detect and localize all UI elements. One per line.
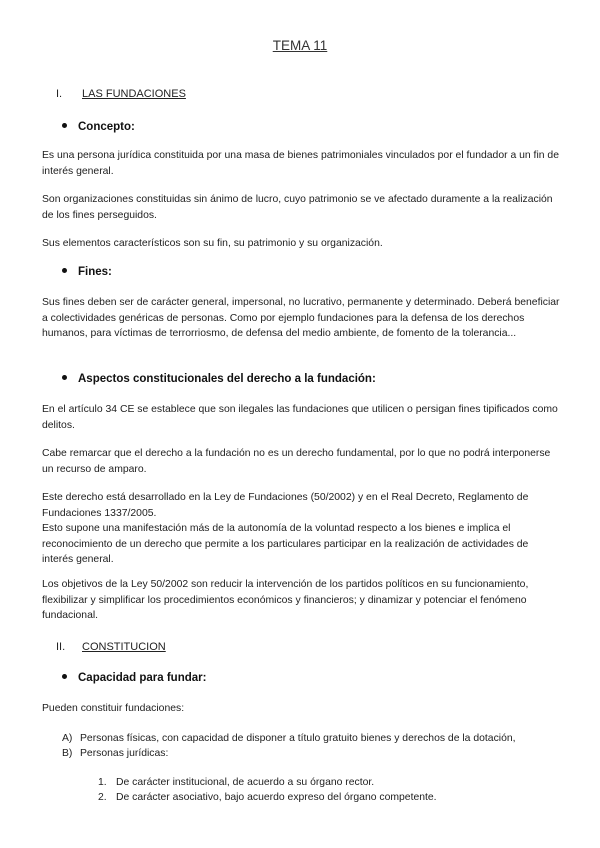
section-heading-2 [56,641,356,655]
paragraph-concepto-1: Es una persona jurídica constituida por una masa de bienes patrimoniales vinculados por el fundador a un fin de interés general. [42,150,559,177]
bullet-dot-icon [62,123,67,128]
section-label: CONSTITUCION [82,641,166,653]
bullet-dot-icon [62,674,67,679]
section-number: I. [56,88,63,100]
page-title: TEMA 11 [272,38,328,53]
paragraph-aspectos-2: Cabe remarcar que el derecho a la fundación no es un derecho fundamental, por lo que no podrá interponerse un recurso de amparo. [42,448,551,475]
paragraph-concepto-3: Sus elementos característicos son su fin, su patrimonio y su organización. [42,238,383,249]
paragraph-aspectos-1: En el artículo 34 CE se establece que son ilegales las fundaciones que utilicen o persigan fines tipificados como delitos. [42,404,558,431]
paragraph-fines-1: Sus fines deben ser de carácter general, impersonal, no lucrativo, permanente y determinado. Deberá beneficiar a colectividades genéricas de personas. Como por ejemplo fundaciones para la defensa de los derechos humanos, para víctimas de terrorriosmo, de defensa del medio ambiente, de fomento de la tolerancia... [42,297,560,339]
list-item-text: Personas físicas, con capacidad de disponer a título gratuito bienes y derechos de la dotación, [80,733,516,744]
list-item-text: De carácter asociativo, bajo acuerdo expreso del órgano competente. [116,792,437,803]
bullet-dot-icon [62,375,67,380]
list-item-text: De carácter institucional, de acuerdo a su órgano rector. [116,777,375,788]
list-item [62,746,168,761]
list-marker: 2. [98,792,107,803]
bullet-heading-aspectos [62,373,376,385]
section-heading-1 [56,88,356,102]
bullet-heading-text: Concepto: [78,121,135,133]
bullet-heading-concepto [62,121,135,133]
section-number: II. [56,641,66,653]
bullet-heading-text: Fines: [78,266,112,278]
paragraph-aspectos-4: Los objetivos de la Ley 50/2002 son reducir la intervención de los partidos políticos en su funcionamiento, flexibilizar y simplificar los procedimientos económicos y financieros; y dinamizar y potenciar el fenómeno fundacional. [42,579,529,621]
bullet-dot-icon [62,268,67,273]
list-item-text: Personas jurídicas: [80,748,169,759]
bullet-heading-fines [62,266,112,278]
paragraph-aspectos-3: Este derecho está desarrollado en la Ley de Fundaciones (50/2002) y en el Real Decreto, Reglamento de Fundaciones 1337/2005. Esto supone una manifestación más de la autonomía de la voluntad respecto a los bienes e implica el reconocimiento de un derecho que permite a los particulares participar en la realización de actividades de interés general. [42,492,529,565]
bullet-heading-text: Aspectos constitucionales del derecho a la fundación: [78,373,376,385]
paragraph-capacidad-1: Pueden constituir fundaciones: [42,703,185,714]
list-item [62,731,516,746]
paragraph-concepto-2: Son organizaciones constituidas sin ánimo de lucro, cuyo patrimonio se ve afectado duramente a la realización de los fines perseguidos. [42,194,553,221]
section-label: LAS FUNDACIONES [82,88,186,100]
list-item [98,775,374,790]
list-marker: A) [62,733,73,744]
list-item [98,790,437,805]
list-marker: B) [62,748,73,759]
list-marker: 1. [98,777,107,788]
bullet-heading-capacidad [62,672,206,684]
bullet-heading-text: Capacidad para fundar: [78,672,207,684]
